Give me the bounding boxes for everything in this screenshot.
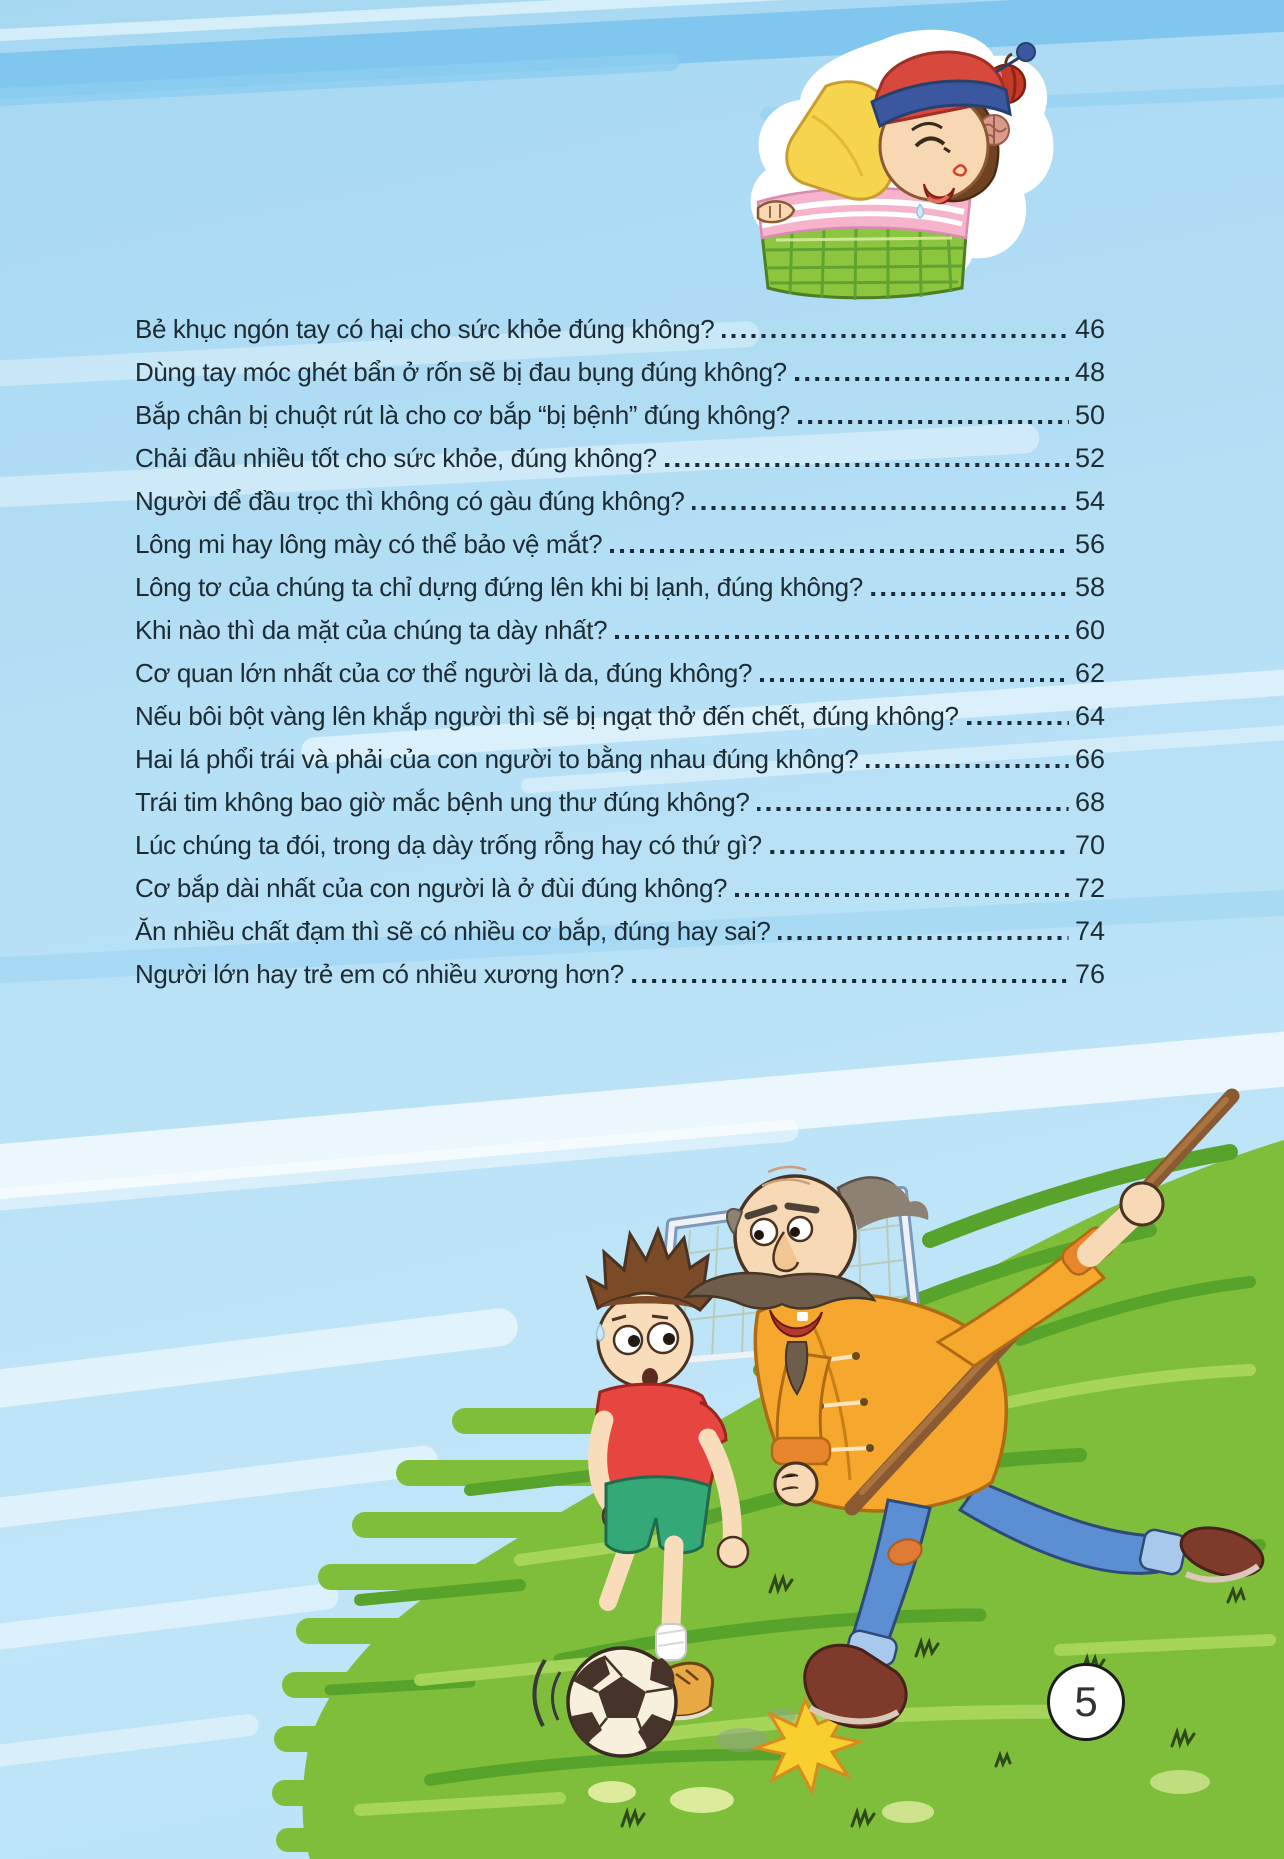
toc-dotted-leader [610, 549, 1069, 553]
toc-entry-title: Trái tim không bao giờ mắc bệnh ung thư đúng không? [135, 787, 750, 818]
page-number: 5 [1074, 1678, 1098, 1725]
toc-entry-page: 62 [1074, 658, 1105, 689]
toc-entry-title: Ăn nhiều chất đạm thì sẽ có nhiều cơ bắp, đúng hay sai? [135, 916, 771, 947]
toc-entry-title: Chải đầu nhiều tốt cho sức khỏe, đúng không? [135, 443, 657, 474]
toc-entry [135, 775, 1105, 818]
toc-entry [135, 560, 1105, 603]
toc-dotted-leader [632, 979, 1069, 983]
toc-entry-page: 72 [1074, 873, 1105, 904]
toc-entry [135, 517, 1105, 560]
toc-entry-title: Người lớn hay trẻ em có nhiều xương hơn? [135, 959, 624, 990]
toc-entry-page: 52 [1074, 443, 1105, 474]
toc-entry [135, 646, 1105, 689]
toc-entry [135, 689, 1105, 732]
page-number-badge [1047, 1663, 1125, 1741]
toc-entry-page: 50 [1074, 400, 1105, 431]
sleeping-child-illustration [732, 26, 1062, 312]
toc-entry-title: Hai lá phổi trái và phải của con người to bằng nhau đúng không? [135, 744, 859, 775]
toc-entry-title: Nếu bôi bột vàng lên khắp người thì sẽ bị ngạt thở đến chết, đúng không? [135, 701, 959, 732]
toc-entry-title: Bẻ khục ngón tay có hại cho sức khỏe đúng không? [135, 314, 715, 345]
toc-dotted-leader [665, 463, 1069, 467]
table-of-contents [135, 302, 1105, 990]
toc-entry [135, 947, 1105, 990]
toc-entry [135, 732, 1105, 775]
toc-dotted-leader [692, 506, 1069, 510]
toc-entry-page: 54 [1074, 486, 1105, 517]
toc-entry-page: 66 [1074, 744, 1105, 775]
toc-entry-page: 58 [1074, 572, 1105, 603]
toc-dotted-leader [735, 893, 1069, 897]
toc-entry [135, 861, 1105, 904]
toc-entry-page: 74 [1074, 916, 1105, 947]
toc-dotted-leader [760, 678, 1069, 682]
toc-entry-page: 56 [1074, 529, 1105, 560]
toc-entry-title: Cơ bắp dài nhất của con người là ở đùi đúng không? [135, 873, 728, 904]
toc-dotted-leader [866, 764, 1069, 768]
toc-entry-title: Lông mi hay lông mày có thể bảo vệ mắt? [135, 529, 603, 560]
toc-entry [135, 345, 1105, 388]
toc-dotted-leader [871, 592, 1069, 596]
toc-entry-title: Khi nào thì da mặt của chúng ta dày nhất? [135, 615, 608, 646]
toc-entry [135, 904, 1105, 947]
toc-dotted-leader [615, 635, 1069, 639]
toc-entry-page: 64 [1074, 701, 1105, 732]
toc-entry-page: 76 [1074, 959, 1105, 990]
toc-dotted-leader [798, 420, 1069, 424]
toc-dotted-leader [967, 721, 1069, 725]
toc-entry [135, 474, 1105, 517]
toc-entry-page: 46 [1074, 314, 1105, 345]
toc-dotted-leader [778, 936, 1069, 940]
toc-entry [135, 388, 1105, 431]
toc-entry [135, 818, 1105, 861]
toc-entry [135, 603, 1105, 646]
toc-entry-title: Dùng tay móc ghét bẩn ở rốn sẽ bị đau bụng đúng không? [135, 357, 787, 388]
toc-dotted-leader [795, 377, 1069, 381]
toc-entry-page: 70 [1074, 830, 1105, 861]
toc-entry [135, 431, 1105, 474]
toc-entry-title: Lông tơ của chúng ta chỉ dựng đứng lên khi bị lạnh, đúng không? [135, 572, 863, 603]
toc-dotted-leader [757, 807, 1069, 811]
toc-entry-title: Lúc chúng ta đói, trong dạ dày trống rỗng hay có thứ gì? [135, 830, 762, 861]
toc-dotted-leader [722, 334, 1069, 338]
toc-entry-title: Người để đầu trọc thì không có gàu đúng không? [135, 486, 685, 517]
toc-entry-page: 60 [1074, 615, 1105, 646]
toc-entry-title: Bắp chân bị chuột rút là cho cơ bắp “bị bệnh” đúng không? [135, 400, 790, 431]
toc-entry-page: 68 [1074, 787, 1105, 818]
toc-entry-title: Cơ quan lớn nhất của cơ thể người là da, đúng không? [135, 658, 753, 689]
toc-entry-page: 48 [1074, 357, 1105, 388]
toc-dotted-leader [770, 850, 1069, 854]
toc-entry [135, 302, 1105, 345]
